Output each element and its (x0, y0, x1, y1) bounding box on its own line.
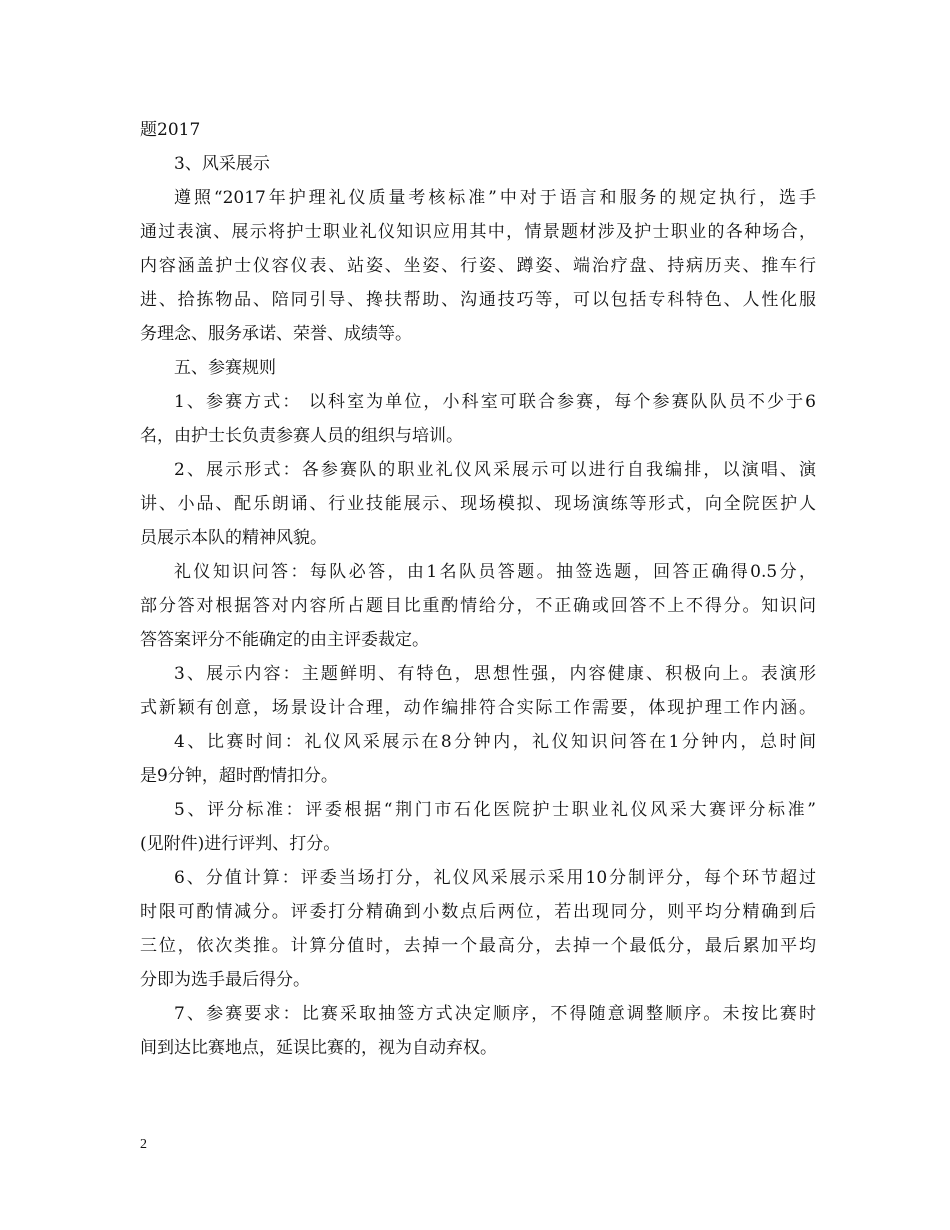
body-line: 3、风采展示 (174, 154, 270, 174)
body-line: 是9分钟，超时酌情扣分。 (140, 766, 338, 786)
body-line: 通过表演、展示将护士职业礼仪知识应用其中，情景题材涉及护士职业的各种场合， (140, 222, 816, 242)
body-line: 3、展示内容：主题鲜明、有特色，思想性强，内容健康、积极向上。表演形 (174, 664, 816, 684)
body-line: 三位，依次类推。计算分值时，去掉一个最高分，去掉一个最低分，最后累加平均 (140, 936, 816, 956)
body-line: 间到达比赛地点，延误比赛的，视为自动弃权。 (140, 1038, 497, 1058)
page-number: 2 (140, 1137, 147, 1152)
body-line: 务理念、服务承诺、荣誉、成绩等。 (140, 324, 412, 344)
body-line: 式新颖有创意，场景设计合理，动作编排符合实际工作需要，体现护理工作内涵。 (140, 698, 816, 718)
body-line: 分即为选手最后得分。 (140, 970, 310, 990)
body-line: 4、比赛时间：礼仪风采展示在8分钟内，礼仪知识问答在1分钟内，总时间 (174, 732, 816, 752)
body-line: 遵照“2017年护理礼仪质量考核标准”中对于语言和服务的规定执行，选手 (174, 188, 816, 208)
body-line: 时限可酌情减分。评委打分精确到小数点后两位，若出现同分，则平均分精确到后 (140, 902, 816, 922)
body-line: 讲、小品、配乐朗诵、行业技能展示、现场模拟、现场演练等形式，向全院医护人 (140, 494, 816, 514)
body-line: 2、展示形式：各参赛队的职业礼仪风采展示可以进行自我编排，以演唱、演 (174, 460, 816, 480)
body-line: 题2017 (140, 120, 201, 140)
body-line: 内容涵盖护士仪容仪表、站姿、坐姿、行姿、蹲姿、端治疗盘、持病历夹、推车行 (140, 256, 816, 276)
body-line: 5、评分标准：评委根据“荆门市石化医院护士职业礼仪风采大赛评分标准” (174, 800, 816, 820)
body-line: (见附件)进行评判、打分。 (140, 834, 341, 854)
body-line: 6、分值计算：评委当场打分，礼仪风采展示采用10分制评分，每个环节超过 (174, 868, 816, 888)
body-line: 员展示本队的精神风貌。 (140, 528, 327, 548)
body-line: 进、拾拣物品、陪同引导、搀扶帮助、沟通技巧等，可以包括专科特色、人性化服 (140, 290, 816, 310)
body-line: 部分答对根据答对内容所占题目比重酌情给分，不正确或回答不上不得分。知识问 (140, 596, 816, 616)
body-line: 1、参赛方式： 以科室为单位，小科室可联合参赛，每个参赛队队员不少于6 (174, 392, 816, 412)
body-line: 名，由护士长负责参赛人员的组织与培训。 (140, 426, 463, 446)
body-line: 答答案评分不能确定的由主评委裁定。 (140, 630, 429, 650)
section-heading: 五、参赛规则 (174, 358, 276, 378)
body-line: 礼仪知识问答：每队必答，由1名队员答题。抽签选题，回答正确得0.5分， (174, 562, 816, 582)
document-body (140, 113, 816, 1065)
body-line: 7、参赛要求：比赛采取抽签方式决定顺序，不得随意调整顺序。未按比赛时 (174, 1004, 816, 1024)
